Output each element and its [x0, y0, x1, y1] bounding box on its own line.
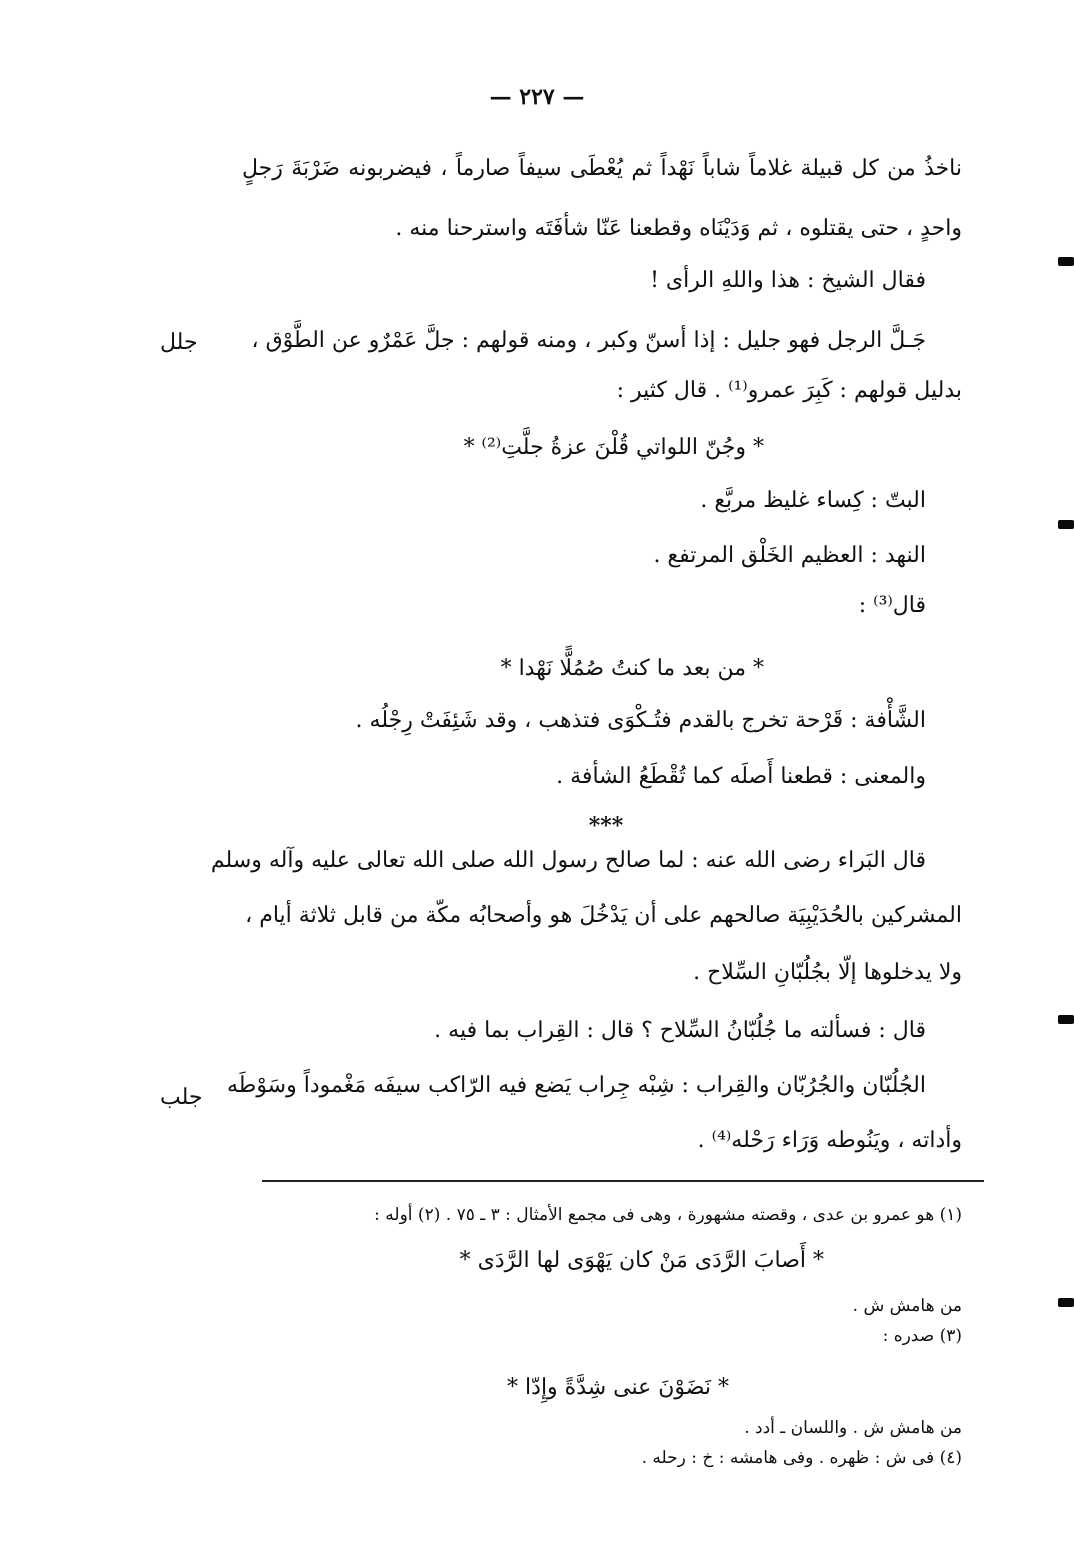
section-separator: *** [588, 813, 624, 839]
body-line: ناخذُ من كل قبيلة غلاماً شاباً نَهْداً ثم يُعْطَى سيفاً صارماً ، فيضربونه ضَرْبَةَ رَجلٍ [242, 156, 962, 181]
footnote-line: (٣) صدره : [882, 1326, 962, 1346]
margin-keyword: جلب [160, 1085, 203, 1110]
footnote-verse: * نَضَوْنَ عنى شِدَّةً وإِدّا * [507, 1375, 729, 1400]
footnote-line: (٤) فى ش : ظهره . وفى هامشه : خ : رحله . [641, 1448, 962, 1468]
body-line: الشَّأْفة : قَرْحة تخرج بالقدم فتُـكْوَى فتذهب ، وقد شَئِفَتْ رِجْلُه . [355, 708, 926, 733]
footnote-line: (١) هو عمرو بن عدى ، وقصته مشهورة ، وهى فى مجمع الأمثال : ٣ ـ ٧٥ . (٢) أوله : [374, 1205, 962, 1225]
body-line: قال⁽³⁾ : [858, 593, 926, 618]
body-line: بدليل قولهم : كَبِرَ عمرو⁽¹⁾ . قال كثير : [616, 378, 962, 403]
body-line: البتّ : كِساء غليظ مربَّع . [700, 488, 926, 513]
page-number: — ٢٢٧ — [489, 84, 585, 110]
body-line: قال البَراء رضى الله عنه : لما صالح رسول الله صلى الله تعالى عليه وآله وسلم [210, 848, 926, 873]
verse-line: * من بعد ما كنتُ صُمُلًّا نَهْدا * [500, 656, 764, 681]
body-line: النهد : العظيم الخَلْق المرتفع . [653, 543, 926, 568]
page-edge-tab [1058, 1298, 1074, 1307]
footnote-verse: * أَصابَ الرَّدَى مَنْ كان يَهْوَى لها الرَّدَى * [459, 1248, 824, 1273]
body-line: والمعنى : قطعنا أَصلَه كما تُقْطَعُ الشأفة . [556, 764, 926, 789]
body-line: وأداته ، ويَنُوطه وَرَاء رَحْله⁽⁴⁾ . [697, 1128, 962, 1153]
page-edge-tab [1058, 257, 1074, 266]
body-line: فقال الشيخ : هذا واللهِ الرأى ! [650, 268, 926, 293]
footnote-line: من هامش ش . [852, 1296, 962, 1316]
footnote-line: من هامش ش . واللسان ـ أدد . [744, 1418, 962, 1438]
page-edge-tab [1058, 520, 1074, 529]
footnote-rule [262, 1180, 984, 1182]
body-line: قال : فسألته ما جُلُبّانُ السِّلاح ؟ قال : القِراب بما فيه . [434, 1018, 926, 1043]
body-line: جَـلَّ الرجل فهو جليل : إذا أسنّ وكبر ، ومنه قولهم : جلَّ عَمْرٌو عن الطَّوْق ، [251, 328, 926, 353]
body-line: المشركين بالحُدَيْبِيَة صالحهم على أن يَدْخُلَ هو وأصحابُه مكّة من قابل ثلاثة أيام ، [245, 903, 962, 928]
body-line: ولا يدخلوها إلّا بجُلُبّانِ السِّلاح . [693, 960, 962, 985]
body-line: واحدٍ ، حتى يقتلوه ، ثم وَدَيْنَاه وقطعنا عَنّا شأفَتَه واسترحنا منه . [395, 216, 962, 241]
verse-line: * وجُنّ اللواتي قُلْنَ عزةُ جلَّتِ⁽²⁾ * [463, 435, 764, 460]
page-edge-tab [1058, 1015, 1074, 1024]
margin-keyword: جلل [160, 330, 198, 355]
body-line: الجُلُبّان والجُرُبّان والقِراب : شِبْه جِراب يَضع فيه الرّاكب سيفَه مَغْموداً وسَوْطَه [227, 1073, 926, 1098]
